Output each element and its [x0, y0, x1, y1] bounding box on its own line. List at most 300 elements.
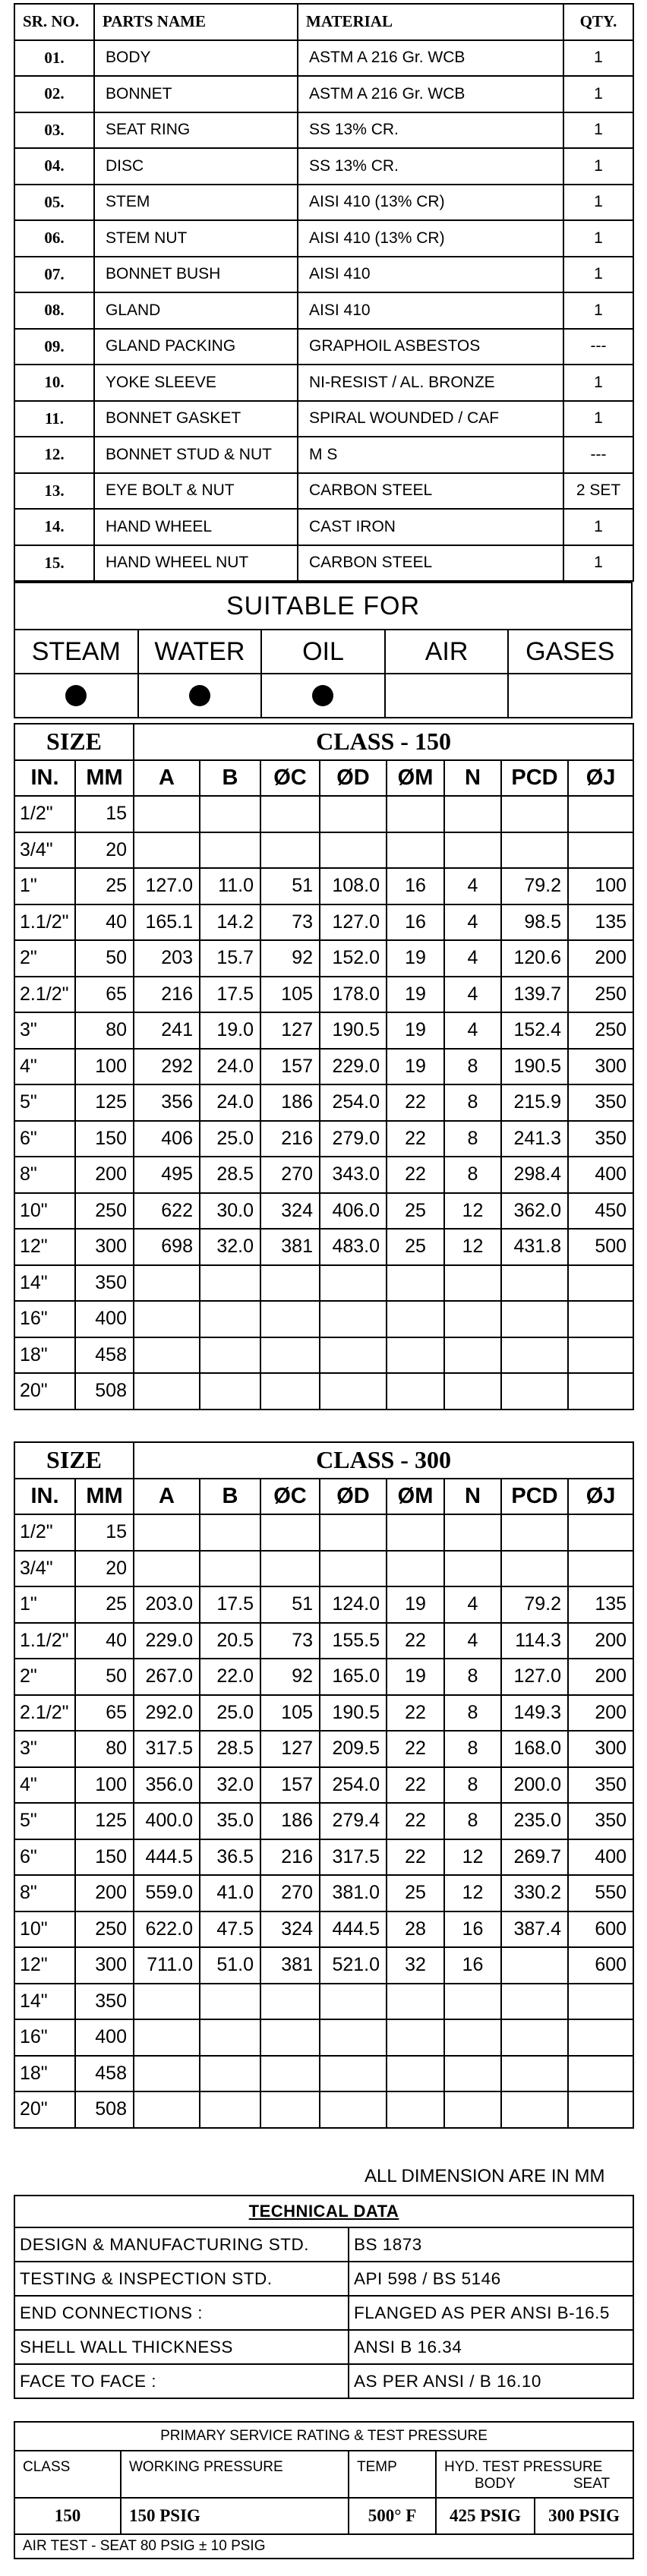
dimension-cell: 8: [444, 1767, 501, 1804]
dimension-cell: [501, 832, 568, 869]
dimension-column-header: ØJ: [568, 1479, 633, 1515]
part-material: GRAPHOIL ASBESTOS: [298, 329, 563, 365]
dimension-row: [14, 1695, 633, 1732]
dimension-row: [14, 1121, 633, 1157]
dimension-cell: 2.1/2": [14, 977, 75, 1013]
dimension-cell: 135: [568, 1586, 633, 1623]
dimension-column-header: N: [444, 1479, 501, 1515]
technical-data-table: [14, 2195, 634, 2399]
dimension-cell: 50: [75, 940, 134, 977]
dimension-cell: 559.0: [134, 1875, 200, 1911]
part-name: BONNET GASKET: [94, 401, 298, 437]
dimension-cell: [387, 2056, 444, 2092]
pressure-values-row: [14, 2498, 633, 2534]
part-sr-no: 12.: [14, 437, 94, 473]
service-name: AIR: [385, 630, 509, 674]
dimension-cell: 186: [260, 1803, 320, 1839]
dimension-cell: 25.0: [200, 1121, 260, 1157]
dimension-cell: 6": [14, 1839, 75, 1876]
dimension-cell: [260, 832, 320, 869]
dimension-cell: [134, 1337, 200, 1374]
part-sr-no: 11.: [14, 401, 94, 437]
class-300-body: [14, 1442, 633, 2128]
dimension-cell: [320, 1373, 387, 1410]
part-name: DISC: [94, 148, 298, 185]
dimension-cell: [134, 1551, 200, 1587]
dimension-cell: 300: [568, 1731, 633, 1767]
pr-class-header: CLASS: [14, 2451, 121, 2498]
parts-row: [14, 148, 633, 185]
part-qty: ---: [563, 437, 633, 473]
dimension-cell: 50: [75, 1659, 134, 1695]
dimension-cell: 279.4: [320, 1803, 387, 1839]
dimension-column-header: B: [200, 760, 260, 797]
dimension-row: [14, 1012, 633, 1049]
part-sr-no: 08.: [14, 292, 94, 329]
dimension-cell: 19: [387, 977, 444, 1013]
dimension-cell: [200, 2019, 260, 2056]
dimension-cell: [444, 2056, 501, 2092]
dimension-cell: 350: [568, 1121, 633, 1157]
dimension-cell: [387, 1301, 444, 1337]
dimension-cell: 8: [444, 1157, 501, 1193]
dimension-row: [14, 1586, 633, 1623]
dimension-cell: 152.4: [501, 1012, 568, 1049]
parts-row: [14, 220, 633, 257]
part-sr-no: 05.: [14, 185, 94, 221]
dimension-cell: 381.0: [320, 1875, 387, 1911]
dimension-cell: 356.0: [134, 1767, 200, 1804]
dimension-row: [14, 1265, 633, 1302]
dimension-cell: 203.0: [134, 1586, 200, 1623]
pr-seat-subheader: SEAT: [573, 2476, 611, 2492]
dimension-cell: 3/4": [14, 832, 75, 869]
dimension-cell: 157: [260, 1049, 320, 1085]
dimension-row: [14, 1623, 633, 1659]
dimension-cell: 14.2: [200, 904, 260, 941]
dimension-cell: [134, 2019, 200, 2056]
dimension-cell: 1/2": [14, 796, 75, 832]
dimension-cell: 149.3: [501, 1695, 568, 1732]
technical-data-body: [14, 2196, 633, 2398]
dimension-cell: 4: [444, 1623, 501, 1659]
dimension-cell: [320, 2091, 387, 2128]
dimension-cell: 36.5: [200, 1839, 260, 1876]
dimension-column-header: MM: [75, 1479, 134, 1515]
part-material: AISI 410 (13% CR): [298, 185, 563, 221]
dimension-cell: [320, 2019, 387, 2056]
dimension-cell: 317.5: [134, 1731, 200, 1767]
dimension-cell: [387, 796, 444, 832]
dimension-cell: 292.0: [134, 1695, 200, 1732]
technical-data-row: [14, 2364, 633, 2398]
class-150-body: [14, 724, 633, 1410]
dimension-cell: 2.1/2": [14, 1695, 75, 1732]
dimension-cell: [501, 1337, 568, 1374]
dimension-cell: 18": [14, 1337, 75, 1374]
dimension-cell: [501, 1265, 568, 1302]
dimension-cell: 216: [134, 977, 200, 1013]
pr-body-subheader: BODY: [475, 2476, 516, 2492]
dimension-cell: [320, 1301, 387, 1337]
dimension-cell: [444, 832, 501, 869]
dimension-cell: 6": [14, 1121, 75, 1157]
pr-working-pressure-header: WORKING PRESSURE: [121, 2451, 349, 2498]
dimension-cell: 400: [568, 1157, 633, 1193]
dimension-cell: 350: [75, 1984, 134, 2020]
dimension-cell: [444, 796, 501, 832]
technical-data-label: DESIGN & MANUFACTURING STD.: [14, 2227, 349, 2262]
dimension-cell: 4: [444, 940, 501, 977]
dimension-cell: 12: [444, 1229, 501, 1265]
parts-row: [14, 185, 633, 221]
dimension-cell: 324: [260, 1911, 320, 1948]
pr-body-value: 425 PSIG: [436, 2498, 535, 2534]
class-300-table: [14, 1441, 634, 2129]
dimension-cell: [387, 1373, 444, 1410]
part-qty: 1: [563, 185, 633, 221]
dimension-cell: 216: [260, 1121, 320, 1157]
dimension-cell: 250: [75, 1193, 134, 1230]
dimension-cell: 150: [75, 1121, 134, 1157]
service-marks-row: [14, 674, 632, 718]
dimension-cell: 431.8: [501, 1229, 568, 1265]
dimension-row: [14, 1984, 633, 2020]
dimension-cell: 324: [260, 1193, 320, 1230]
dimension-cell: 16": [14, 1301, 75, 1337]
parts-row: [14, 545, 633, 582]
pr-temp-value: 500° F: [349, 2498, 436, 2534]
part-material: CAST IRON: [298, 509, 563, 545]
dimension-cell: 10": [14, 1911, 75, 1948]
dimension-cell: 8: [444, 1121, 501, 1157]
dimension-cell: [200, 1301, 260, 1337]
part-name: BONNET STUD & NUT: [94, 437, 298, 473]
technical-data-value: ANSI B 16.34: [349, 2330, 633, 2364]
dimension-cell: 15.7: [200, 940, 260, 977]
dimension-cell: [134, 1514, 200, 1551]
technical-data-label: SHELL WALL THICKNESS: [14, 2330, 349, 2364]
dimension-cell: 350: [75, 1265, 134, 1302]
service-mark-cell: [14, 674, 138, 718]
part-qty: 1: [563, 509, 633, 545]
part-sr-no: 02.: [14, 76, 94, 112]
part-qty: 1: [563, 76, 633, 112]
dimension-cell: 444.5: [134, 1839, 200, 1876]
part-sr-no: 09.: [14, 329, 94, 365]
dimension-cell: 165.0: [320, 1659, 387, 1695]
dimension-cell: 4": [14, 1049, 75, 1085]
dimension-cell: 8: [444, 1695, 501, 1732]
dimension-column-header: ØD: [320, 760, 387, 797]
part-material: ASTM A 216 Gr. WCB: [298, 40, 563, 77]
dimension-cell: 254.0: [320, 1084, 387, 1121]
dimension-cell: [387, 832, 444, 869]
dimension-cell: 65: [75, 1695, 134, 1732]
dimension-cell: 362.0: [501, 1193, 568, 1230]
dimension-row: [14, 1839, 633, 1876]
dimension-column-header: A: [134, 760, 200, 797]
size-label: SIZE: [14, 724, 134, 760]
dimension-cell: [444, 1301, 501, 1337]
dimension-cell: 8": [14, 1875, 75, 1911]
class-label: CLASS - 150: [134, 724, 633, 760]
dimension-cell: 100: [75, 1049, 134, 1085]
dimension-row: [14, 977, 633, 1013]
dimension-row: [14, 1157, 633, 1193]
dimension-cell: 267.0: [134, 1659, 200, 1695]
dimension-cell: 51: [260, 868, 320, 904]
col-qty: QTY.: [563, 4, 633, 40]
pr-class-value: 150: [14, 2498, 121, 2534]
dimension-cell: 178.0: [320, 977, 387, 1013]
dimension-cell: 270: [260, 1875, 320, 1911]
dimension-cell: 2": [14, 940, 75, 977]
part-name: SEAT RING: [94, 112, 298, 149]
dimension-column-header: ØC: [260, 760, 320, 797]
part-material: AISI 410 (13% CR): [298, 220, 563, 257]
technical-data-label: TESTING & INSPECTION STD.: [14, 2262, 349, 2296]
dimension-row: [14, 1301, 633, 1337]
dimension-cell: [568, 1551, 633, 1587]
part-name: HAND WHEEL NUT: [94, 545, 298, 582]
dimension-cell: 51: [260, 1586, 320, 1623]
dimension-cell: 250: [75, 1911, 134, 1948]
dimension-cell: 4: [444, 904, 501, 941]
dimension-cell: [444, 1373, 501, 1410]
dimension-cell: [320, 1551, 387, 1587]
parts-body: [14, 40, 633, 582]
dimension-cell: 381: [260, 1229, 320, 1265]
dimension-cell: 4: [444, 977, 501, 1013]
dimension-cell: 22: [387, 1731, 444, 1767]
dimension-row: [14, 1767, 633, 1804]
part-name: STEM NUT: [94, 220, 298, 257]
dimension-cell: 18": [14, 2056, 75, 2092]
dimension-cell: [200, 1514, 260, 1551]
dimension-cell: [444, 2019, 501, 2056]
dimension-cell: 127.0: [320, 904, 387, 941]
technical-data-title: TECHNICAL DATA: [14, 2196, 633, 2227]
dimension-cell: 30.0: [200, 1193, 260, 1230]
class-label: CLASS - 300: [134, 1442, 633, 1479]
dimension-cell: 508: [75, 2091, 134, 2128]
dimension-cell: [200, 1337, 260, 1374]
dimension-cell: 16: [444, 1947, 501, 1984]
service-mark-cell: [261, 674, 385, 718]
dimension-cell: 22.0: [200, 1659, 260, 1695]
dimension-cell: 406.0: [320, 1193, 387, 1230]
col-sr-no: SR. NO.: [14, 4, 94, 40]
dimension-cell: 300: [75, 1947, 134, 1984]
dimension-column-header: ØM: [387, 760, 444, 797]
pr-hyd-test-title: HYD. TEST PRESSURE: [444, 2459, 603, 2475]
size-label: SIZE: [14, 1442, 134, 1479]
dimension-cell: 292: [134, 1049, 200, 1085]
dimension-cell: 600: [568, 1911, 633, 1948]
dimension-column-header: A: [134, 1479, 200, 1515]
technical-data-row: [14, 2262, 633, 2296]
dimension-cell: 22: [387, 1121, 444, 1157]
dimension-cell: [260, 2019, 320, 2056]
part-name: GLAND PACKING: [94, 329, 298, 365]
dimension-column-header: B: [200, 1479, 260, 1515]
part-material: SS 13% CR.: [298, 148, 563, 185]
dimension-row: [14, 1803, 633, 1839]
dimension-cell: [200, 2091, 260, 2128]
part-name: BONNET BUSH: [94, 257, 298, 293]
part-sr-no: 15.: [14, 545, 94, 582]
dimension-cell: 300: [75, 1229, 134, 1265]
dimension-cell: 500: [568, 1229, 633, 1265]
dimension-cell: 22: [387, 1157, 444, 1193]
dimension-row: [14, 1911, 633, 1948]
part-name: STEM: [94, 185, 298, 221]
part-material: CARBON STEEL: [298, 545, 563, 582]
dimension-cell: 25: [387, 1229, 444, 1265]
pr-seat-value: 300 PSIG: [535, 2498, 633, 2534]
dimension-cell: 8: [444, 1731, 501, 1767]
dimension-cell: 1/2": [14, 1514, 75, 1551]
dimension-cell: 209.5: [320, 1731, 387, 1767]
dimension-cell: [444, 1551, 501, 1587]
pressure-rating-title: PRIMARY SERVICE RATING & TEST PRESSURE: [14, 2422, 633, 2451]
dimension-column-header: N: [444, 760, 501, 797]
dimension-cell: 16: [387, 868, 444, 904]
dimension-cell: 19: [387, 940, 444, 977]
dimension-row: [14, 1659, 633, 1695]
part-sr-no: 06.: [14, 220, 94, 257]
dimension-column-header: PCD: [501, 760, 568, 797]
dimension-cell: [260, 2056, 320, 2092]
dimension-cell: 458: [75, 1337, 134, 1374]
dimension-cell: 622.0: [134, 1911, 200, 1948]
dimension-cell: 28.5: [200, 1157, 260, 1193]
service-name: OIL: [261, 630, 385, 674]
dimension-cell: 3": [14, 1731, 75, 1767]
dimension-cell: [501, 1551, 568, 1587]
dimension-cell: [260, 1551, 320, 1587]
dimension-cell: 4": [14, 1767, 75, 1804]
dimension-row: [14, 2056, 633, 2092]
dimension-column-header: PCD: [501, 1479, 568, 1515]
dimension-cell: 17.5: [200, 1586, 260, 1623]
part-sr-no: 07.: [14, 257, 94, 293]
dimension-cell: 269.7: [501, 1839, 568, 1876]
dimension-cell: [320, 1265, 387, 1302]
dimension-cell: 51.0: [200, 1947, 260, 1984]
dimension-cell: 317.5: [320, 1839, 387, 1876]
dimension-cell: 127.0: [501, 1659, 568, 1695]
dimension-cell: [260, 796, 320, 832]
dimension-cell: [320, 2056, 387, 2092]
dimension-cell: [320, 1514, 387, 1551]
dimension-cell: 92: [260, 1659, 320, 1695]
part-qty: ---: [563, 329, 633, 365]
dimension-cell: 135: [568, 904, 633, 941]
dimension-cell: [501, 2056, 568, 2092]
dimension-cell: 165.1: [134, 904, 200, 941]
dimension-cell: 8: [444, 1084, 501, 1121]
dimension-cell: [387, 1551, 444, 1587]
dimension-cell: [320, 796, 387, 832]
dimension-column-header: ØD: [320, 1479, 387, 1515]
dimension-cell: 125: [75, 1803, 134, 1839]
dimension-cell: 8": [14, 1157, 75, 1193]
pr-air-test: AIR TEST - SEAT 80 PSIG ± 10 PSIG: [14, 2534, 633, 2559]
dimension-cell: 622: [134, 1193, 200, 1230]
dimension-cell: 343.0: [320, 1157, 387, 1193]
col-parts-name: PARTS NAME: [94, 4, 298, 40]
pr-temp-header: TEMP: [349, 2451, 436, 2498]
part-sr-no: 10.: [14, 365, 94, 401]
bullet-icon: [312, 685, 333, 706]
dimension-cell: 3": [14, 1012, 75, 1049]
dimension-cell: 100: [75, 1767, 134, 1804]
dimension-cell: 444.5: [320, 1911, 387, 1948]
dimension-cell: 229.0: [134, 1623, 200, 1659]
dimension-cell: 79.2: [501, 868, 568, 904]
dimension-cell: [200, 1984, 260, 2020]
dimension-row: [14, 1875, 633, 1911]
dimension-cell: 17.5: [200, 977, 260, 1013]
parts-row: [14, 509, 633, 545]
dimension-cell: [568, 1984, 633, 2020]
dimension-row: [14, 832, 633, 869]
dimension-cell: 105: [260, 977, 320, 1013]
dimension-cell: [200, 1373, 260, 1410]
dimension-cell: 458: [75, 2056, 134, 2092]
dimension-cell: 190.5: [501, 1049, 568, 1085]
dimension-cell: 698: [134, 1229, 200, 1265]
dimension-cell: 127.0: [134, 868, 200, 904]
part-material: AISI 410: [298, 292, 563, 329]
dimension-cell: 5": [14, 1084, 75, 1121]
dimension-cell: [200, 796, 260, 832]
dimension-cell: [320, 1337, 387, 1374]
dimension-cell: 241.3: [501, 1121, 568, 1157]
suitable-for-title: SUITABLE FOR: [14, 582, 632, 630]
dimension-cell: 47.5: [200, 1911, 260, 1948]
dimension-cell: 20: [75, 1551, 134, 1587]
dimension-cell: 65: [75, 977, 134, 1013]
part-sr-no: 01.: [14, 40, 94, 77]
dimension-column-header: ØC: [260, 1479, 320, 1515]
dimension-cell: 1.1/2": [14, 1623, 75, 1659]
dimension-cell: [387, 1337, 444, 1374]
dimension-cell: 300: [568, 1049, 633, 1085]
parts-header-row: [14, 4, 633, 40]
dimension-cell: 25: [387, 1193, 444, 1230]
part-sr-no: 04.: [14, 148, 94, 185]
dimension-cell: [320, 832, 387, 869]
dimension-cell: 150: [75, 1839, 134, 1876]
dimension-cell: [568, 1337, 633, 1374]
dimension-cell: 250: [568, 977, 633, 1013]
technical-data-value: API 598 / BS 5146: [349, 2262, 633, 2296]
dimension-cell: 22: [387, 1695, 444, 1732]
dimension-cell: 19: [387, 1012, 444, 1049]
dimension-cell: 350: [568, 1803, 633, 1839]
dimension-cell: [444, 1984, 501, 2020]
dimension-cell: 250: [568, 1012, 633, 1049]
parts-row: [14, 365, 633, 401]
dimension-cell: [387, 1514, 444, 1551]
dimension-cell: [260, 1984, 320, 2020]
dimension-row: [14, 1947, 633, 1984]
dimension-cell: 190.5: [320, 1012, 387, 1049]
parts-row: [14, 76, 633, 112]
